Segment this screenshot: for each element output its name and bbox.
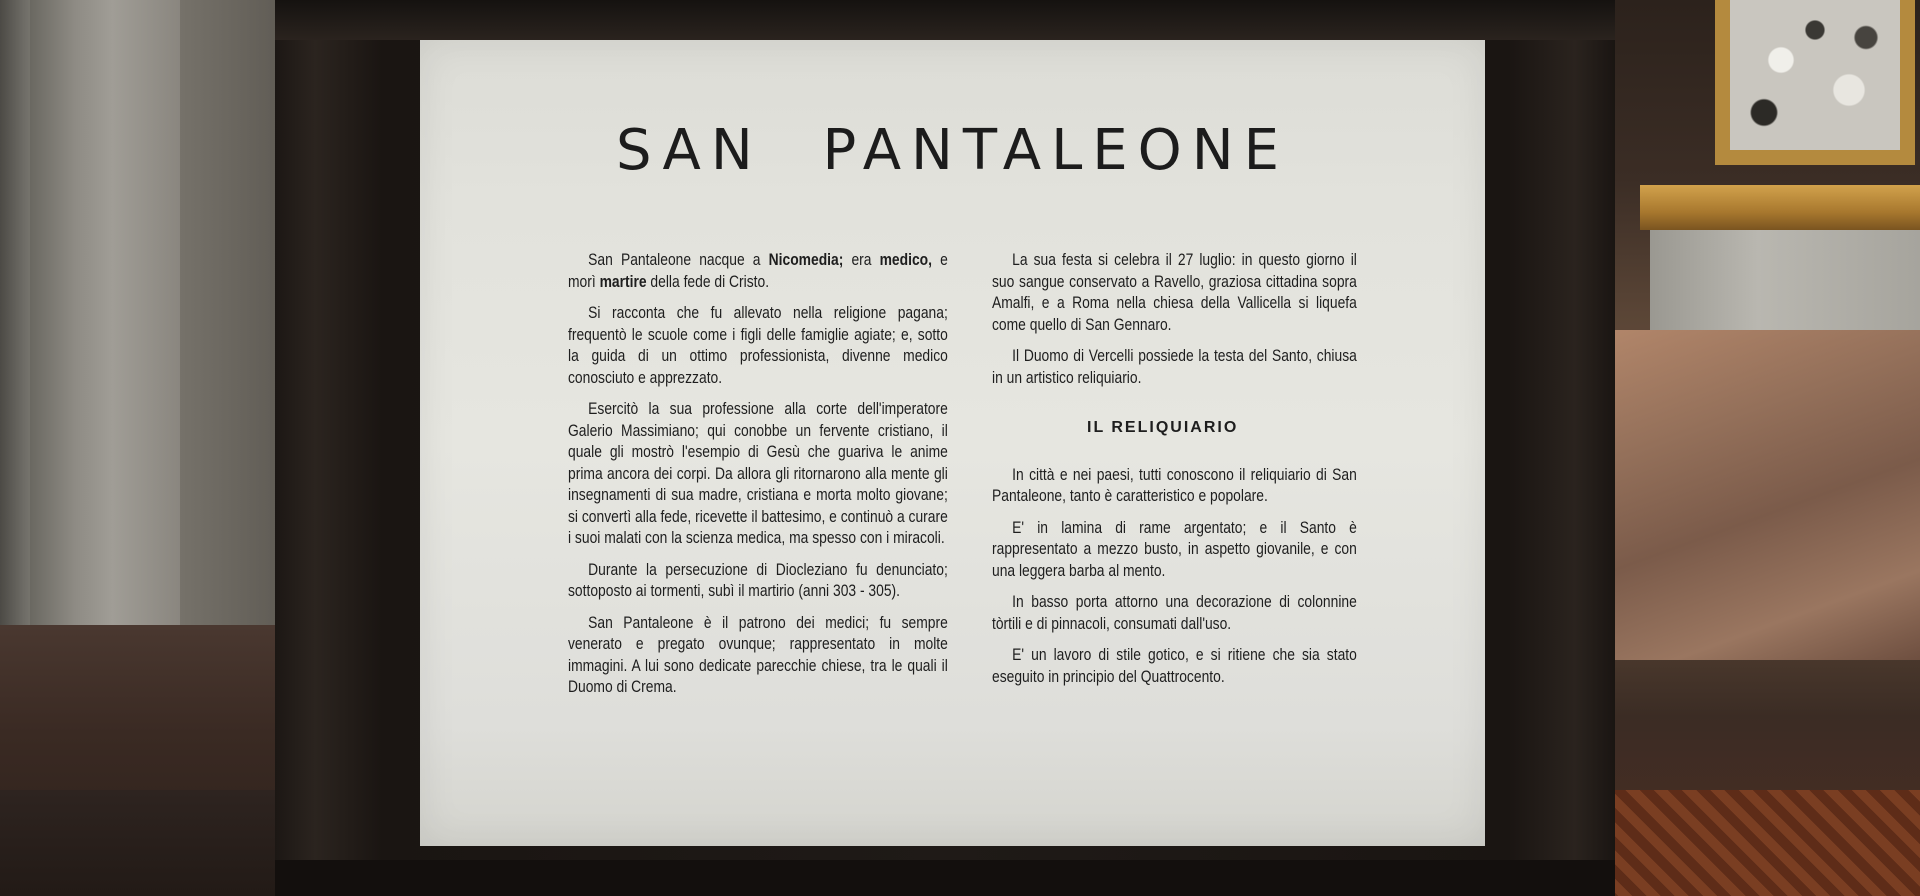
frame-top-edge xyxy=(275,0,1615,40)
left-paragraph-5: San Pantaleone è il patrono dei medici; fu sempre venerato e pregato ovunque; rappresentato in molte immagini. A lui sono dedicate parecchie chiese, tra le quali il Duomo di Crema. xyxy=(568,613,948,696)
left-paragraph-4: Durante la persecuzione di Diocleziano fu denunciato; sottoposto ai tormenti, subì il martirio (anni 303 - 305). xyxy=(568,560,948,600)
left-text-column xyxy=(568,250,948,709)
text-run: e morì xyxy=(568,251,948,291)
text-run: della fede di Cristo. xyxy=(646,272,770,291)
right-paragraph-4: E' in lamina di rame argentato; e il Santo è rappresentato a mezzo busto, in aspetto giovanile, e con una leggera barba al mento. xyxy=(992,518,1357,580)
grey-marble-block xyxy=(1650,230,1920,330)
wall-pillar xyxy=(30,0,180,640)
sign-title: SAN PANTALEONE xyxy=(615,118,1290,183)
information-sign xyxy=(420,40,1485,846)
right-paragraph-3: In città e nei paesi, tutti conoscono il reliquiario di San Pantaleone, tanto è caratteristico e popolare. xyxy=(992,465,1357,505)
reliquary-heading: IL RELIQUIARIO xyxy=(1087,419,1239,436)
text-run: era xyxy=(843,251,880,269)
right-text-column xyxy=(992,250,1357,698)
carpet xyxy=(1590,790,1920,896)
bold-text-run: martire xyxy=(599,272,647,291)
text-run: San Pantaleone nacque a xyxy=(588,251,769,269)
bold-text-run: Nicomedia; xyxy=(768,251,844,269)
gold-ledge xyxy=(1640,185,1920,230)
right-paragraph-2: Il Duomo di Vercelli possiede la testa del Santo, chiusa in un artistico reliquiario. xyxy=(992,347,1357,387)
right-paragraph-1: La sua festa si celebra il 27 luglio: in questo giorno il suo sangue conservato a Ravello, graziosa cittadina sopra Amalfi, e a Roma nella chiesa della Vallicella si liquefa come quello di San Gennaro. xyxy=(992,251,1357,334)
pink-marble-wall xyxy=(1600,330,1920,660)
right-paragraph-5: In basso porta attorno una decorazione di colonnine tòrtili e di pinnacoli, consumati dall'uso. xyxy=(992,593,1357,633)
marble-panel xyxy=(1730,0,1900,150)
floor-left xyxy=(0,790,300,896)
bold-text-run: medico, xyxy=(879,251,932,269)
right-paragraph-6: E' un lavoro di stile gotico, e si ritiene che sia stato eseguito in principio del Quattrocento. xyxy=(992,646,1357,686)
left-paragraph-1 xyxy=(568,250,948,293)
left-paragraph-2: Si racconta che fu allevato nella religione pagana; frequentò le scuole come i figli delle famiglie agiate; e, sotto la guida di un ottimo professionista, divenne medico conosciuto e apprezzato. xyxy=(568,304,948,387)
frame-bottom-edge xyxy=(275,860,1615,896)
left-paragraph-3: Esercitò la sua professione alla corte dell'imperatore Galerio Massimiano; qui conobbe un fervente cristiano, il quale gli mostrò l'esempio di Gesù che guariva le anime prima ancora dei corpi. Da allora gli ritornarono alla mente gli insegnamenti di sua madre, cristiana e morta molto giovane; si convertì alla fede, ricevette il battesimo, e continuò a curare i suoi malati con la scienza medica, ma spesso con i miracoli. xyxy=(568,400,948,547)
